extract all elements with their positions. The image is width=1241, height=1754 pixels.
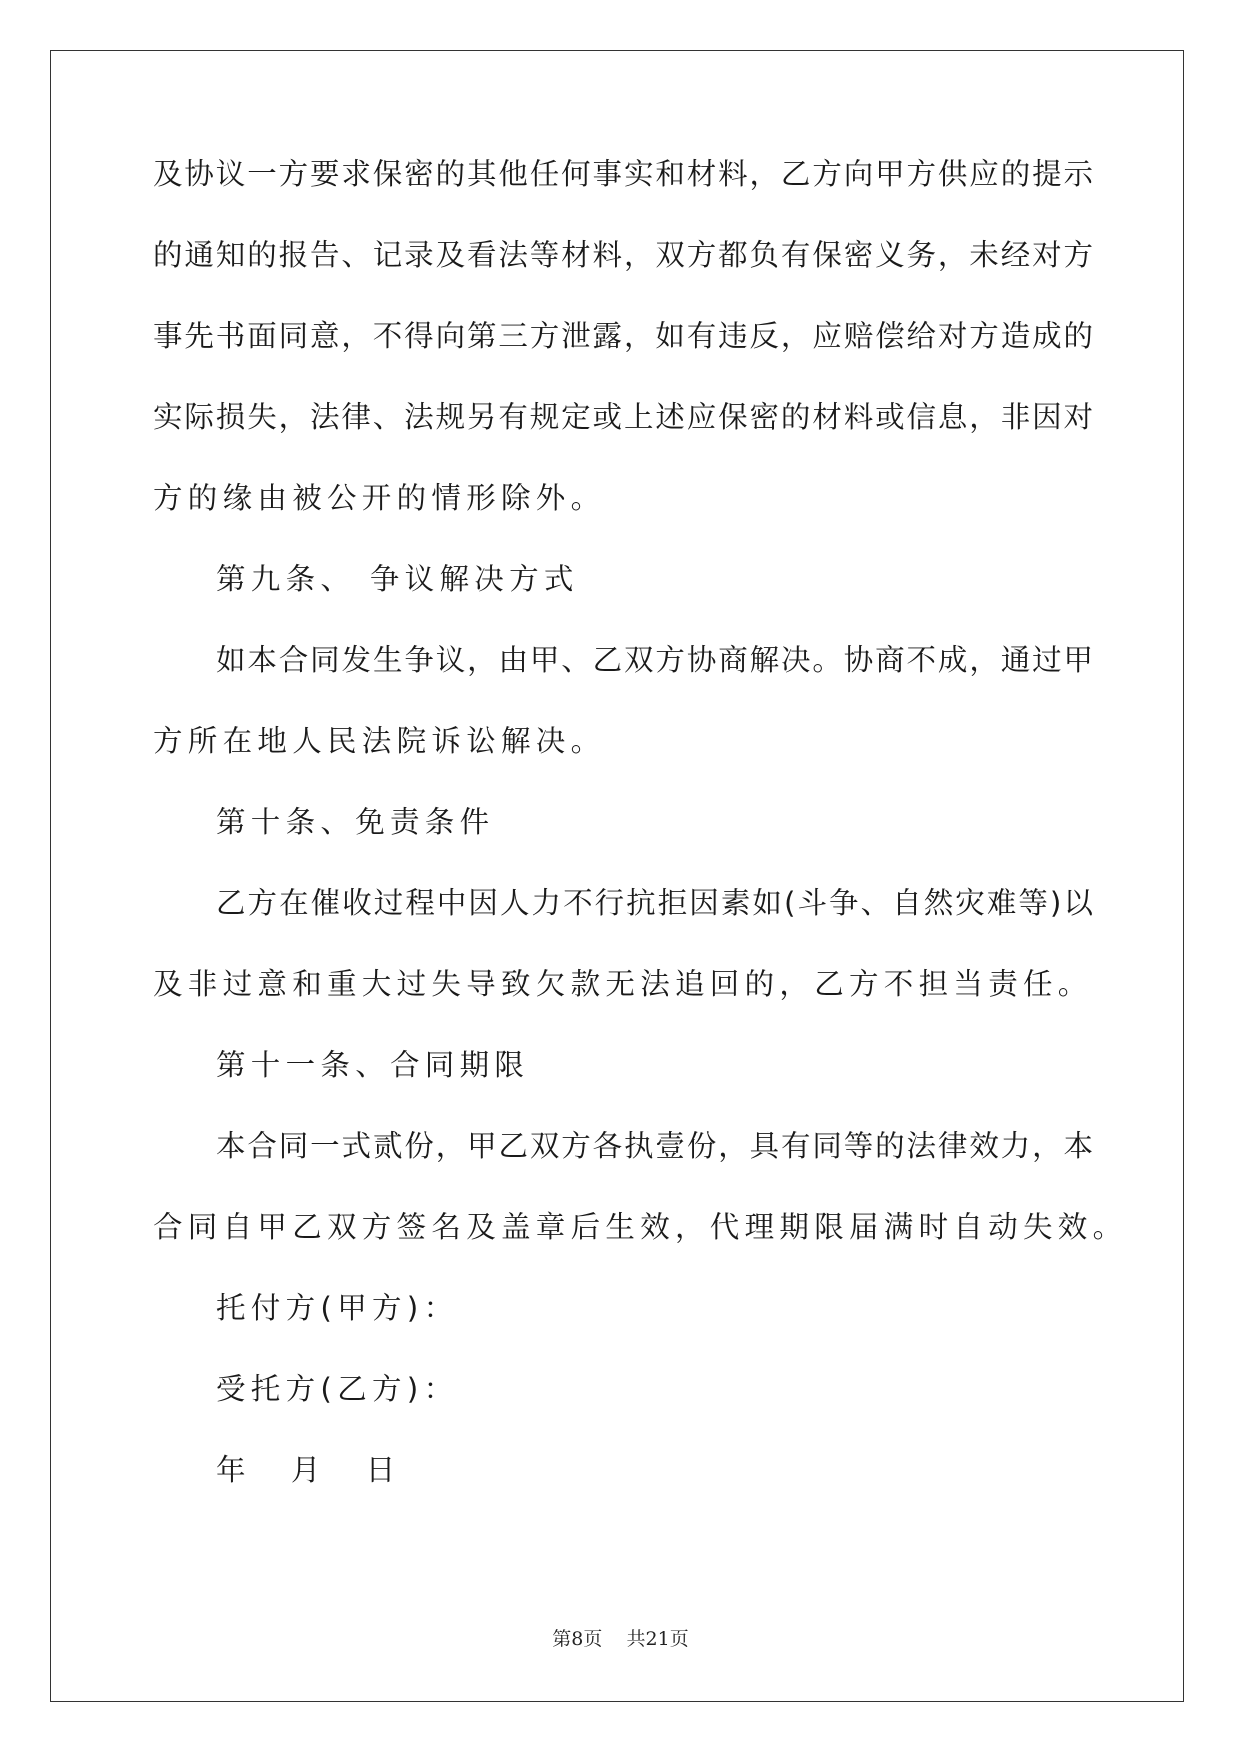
paragraph-line: 及非过意和重大过失导致欠款无法追回的，乙方不担当责任。: [153, 967, 1093, 1001]
section-heading: 第九条、 争议解决方式: [216, 562, 579, 596]
paragraph-line: 乙方在催收过程中因人力不行抗拒因素如(斗争、自然灾难等)以: [216, 886, 1093, 920]
paragraph-line: 实际损失，法律、法规另有规定或上述应保密的材料或信息，非因对: [153, 400, 1093, 434]
paragraph-line: 方所在地人民法院诉讼解决。: [153, 724, 606, 758]
paragraph-line: 的通知的报告、记录及看法等材料，双方都负有保密义务，未经对方: [153, 238, 1093, 272]
section-heading: 第十一条、合同期限: [216, 1048, 530, 1082]
signature-party-a: 托付方(甲方)：: [216, 1291, 459, 1325]
paragraph-line: 及协议一方要求保密的其他任何事实和材料，乙方向甲方供应的提示: [153, 157, 1093, 191]
section-heading: 第十条、免责条件: [216, 805, 495, 839]
signature-date: 年 月 日: [216, 1453, 414, 1487]
signature-party-b: 受托方(乙方)：: [216, 1372, 459, 1406]
paragraph-line: 方的缘由被公开的情形除外。: [153, 481, 606, 515]
paragraph-line: 合同自甲乙双方签名及盖章后生效，代理期限届满时自动失效。: [153, 1210, 1128, 1244]
page-number: 第8页 共21页: [552, 1628, 689, 1650]
paragraph-line: 如本合同发生争议，由甲、乙双方协商解决。协商不成，通过甲: [216, 643, 1093, 677]
paragraph-line: 本合同一式贰份，甲乙双方各执壹份，具有同等的法律效力，本: [216, 1129, 1093, 1163]
paragraph-line: 事先书面同意，不得向第三方泄露，如有违反，应赔偿给对方造成的: [153, 319, 1093, 353]
